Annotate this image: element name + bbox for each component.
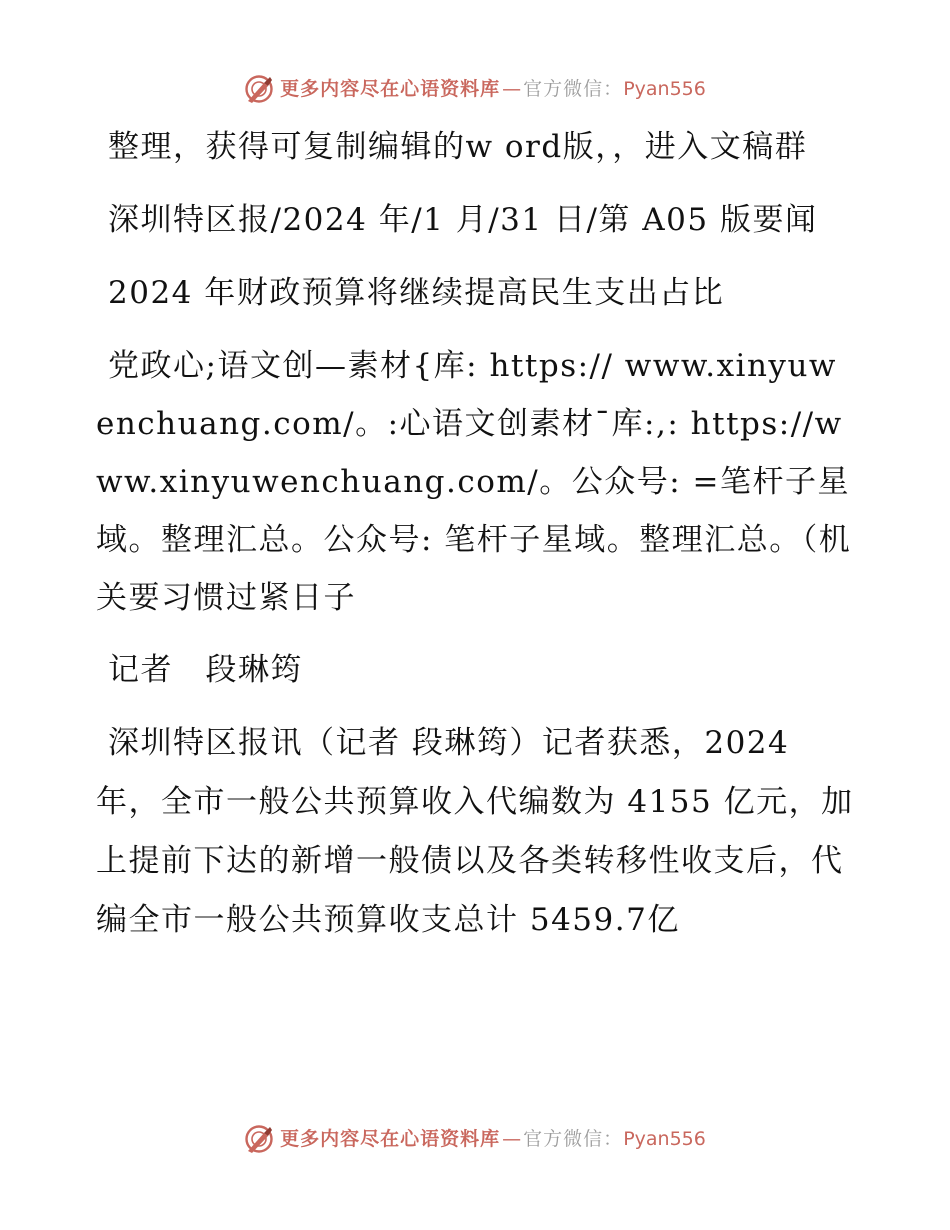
paragraph-lead: 深圳特区报讯（记者 段琳筠）记者获悉，2024 年，全市一般公共预算收入代编数为 4155 亿元，加上提前下达的新增一般债以及各类转移性收支后，代编全市一般公共预算收支总计 5459.7亿 bbox=[96, 725, 854, 938]
banner-account-id: Pyan556 bbox=[623, 1128, 706, 1150]
paragraph-byline: 记者 段琳筠 bbox=[108, 652, 303, 688]
pen-logo-icon bbox=[244, 74, 274, 104]
pen-logo-icon bbox=[244, 1124, 274, 1154]
banner-official-label: 官方微信： bbox=[523, 1128, 624, 1150]
banner-brand-text: 更多内容尽在心语资料库 bbox=[280, 1128, 501, 1150]
banner-official-label: 官方微信： bbox=[523, 78, 624, 100]
banner-dash: — bbox=[502, 1128, 522, 1150]
banner-brand-text: 更多内容尽在心语资料库 bbox=[280, 78, 501, 100]
paragraph-headline: 2024 年财政预算将继续提高民生支出占比 bbox=[108, 275, 725, 311]
banner-account-id: Pyan556 bbox=[623, 78, 706, 100]
document-body bbox=[96, 118, 856, 950]
paragraph-source-line: 深圳特区报/2024 年/1 月/31 日/第 A05 版要闻 bbox=[108, 202, 818, 238]
footer-banner bbox=[0, 1124, 950, 1154]
header-banner bbox=[0, 74, 950, 104]
paragraph-notice: 党政心;语文创—素材{库: https:// www.xinyuwenchuang.com/。:心语文创素材¯库:,: https://www.xinyuwenchuang.com/。公众号: =笔杆子星域。整理汇总。公众号: 笔杆子星域。整理汇总。（机关要习惯过紧日子 bbox=[96, 348, 852, 616]
banner-dash: — bbox=[502, 78, 522, 100]
paragraph-intro: 整理，获得可复制编辑的w ord版，，进入文稿群 bbox=[108, 129, 808, 165]
